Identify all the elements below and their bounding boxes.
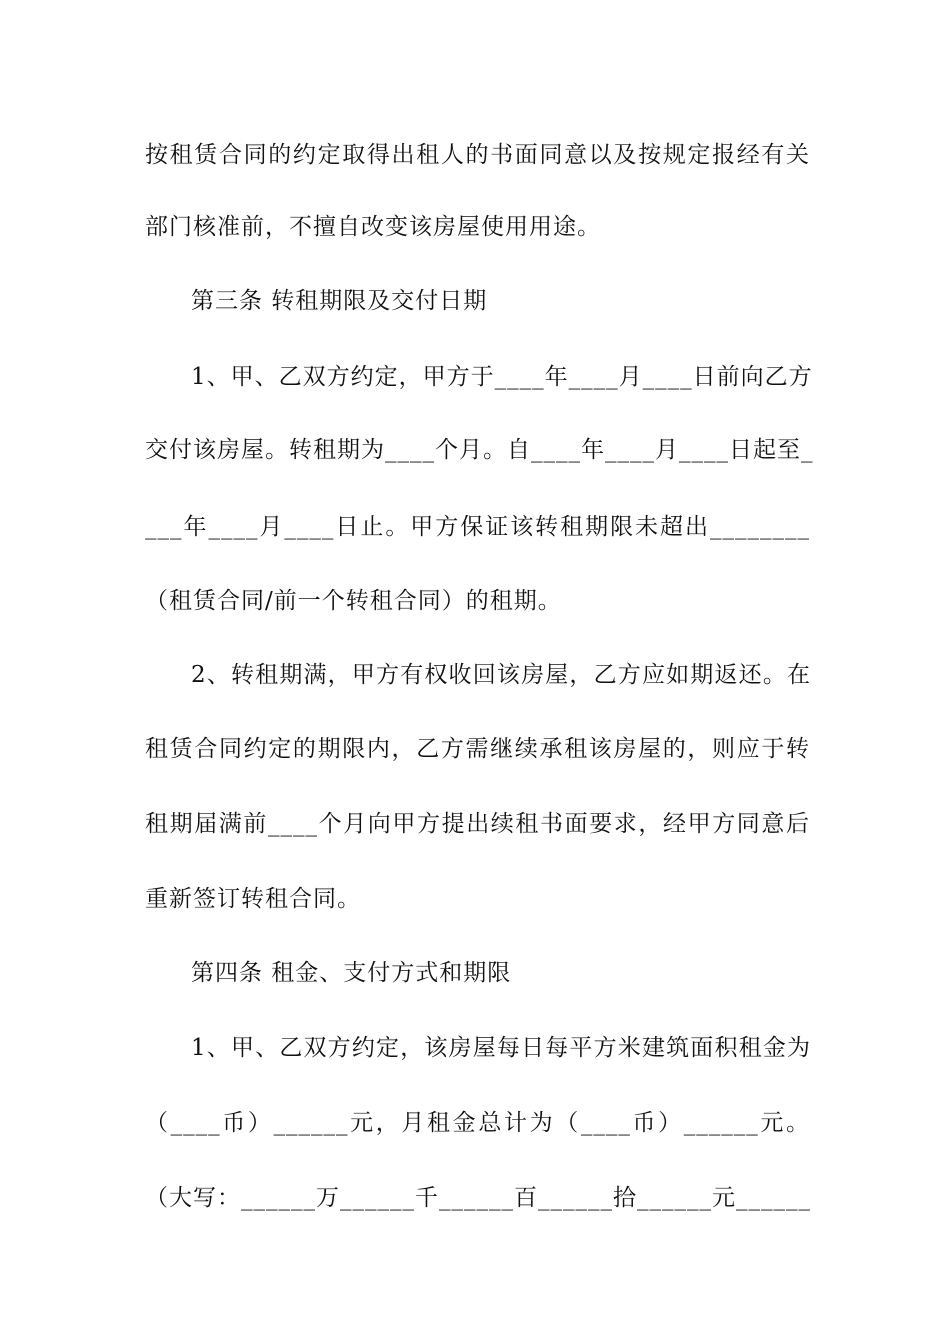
paragraph-line: 按租赁合同的约定取得出租人的书面同意以及按规定报经有关 [145,142,810,168]
paragraph-line: （大写：______万______千______百______拾______元______ [145,1185,811,1211]
paragraph-line: 交付该房屋。转租期为____个月。自____年____月____日起至_ [145,437,814,463]
paragraph-line: 1、甲、乙双方约定，该房屋每日每平方米建筑面积租金为 [191,1035,811,1061]
paragraph-line: （____币）______元，月租金总计为（____币）______元。 [145,1110,810,1136]
paragraph-line: 2、转租期满，甲方有权收回该房屋，乙方应如期返还。在 [191,662,811,688]
article-heading: 第四条 租金、支付方式和期限 [191,960,512,986]
paragraph-line: 租赁合同约定的期限内，乙方需继续承租该房屋的，则应于转 [145,736,810,762]
paragraph-line: ___年____月____日止。甲方保证该转租期限未超出________ [145,514,810,540]
article-heading: 第三条 转租期限及交付日期 [191,288,488,314]
paragraph-line: 租期届满前____个月向甲方提出续租书面要求，经甲方同意后 [145,811,810,837]
paragraph-line: 1、甲、乙双方约定，甲方于____年____月____日前向乙方 [191,364,813,390]
paragraph-line: （租赁合同/前一个转租合同）的租期。 [145,588,562,614]
paragraph-line: 重新签订转租合同。 [145,886,361,912]
paragraph-line: 部门核准前，不擅自改变该房屋使用用途。 [145,214,601,240]
